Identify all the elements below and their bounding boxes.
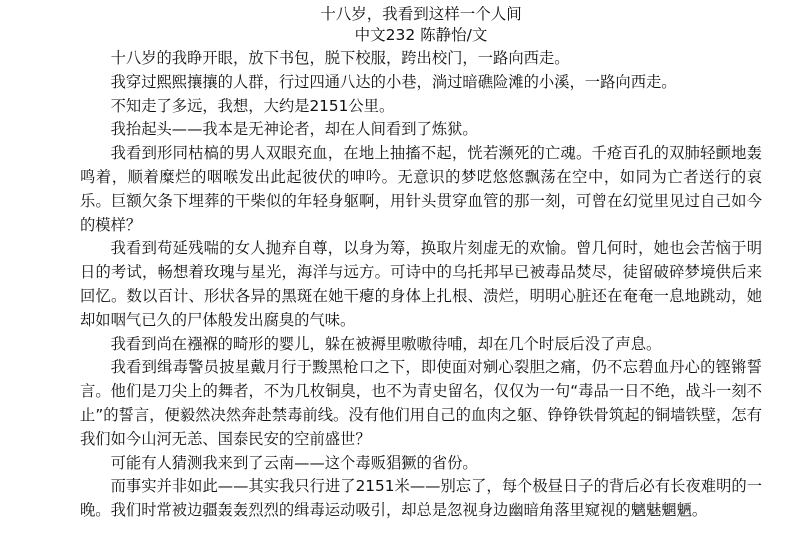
paragraph-6: 我看到苟延残喘的女人抛弃自尊，以身为筹，换取片刻虚无的欢愉。曾几何时，她也会苦恼于明日的考试，畅想着玫瑰与星光，海洋与远方。可诗中的乌托邦早已被毒品焚尽，徒留破碎梦境供后来回忆。数以百计、形状各异的黑斑在她干瘪的身体上扎根、溃烂，明明心脏还在奄奄一息地跳动，她却如咽气已久的尸体般发出腐臭的气味。: [80, 239, 762, 329]
document-title: 十八岁，我看到这样一个人间: [320, 5, 522, 23]
paragraph-8: 我看到缉毒警员披星戴月行于黢黑枪口之下，即使面对剜心裂胆之痛，仍不忘碧血丹心的铿锵誓言。他们是刀尖上的舞者，不为几枚铜臭，也不为青史留名，仅仅为一句“毒品一日不绝，战斗一刻不止”的誓言，便毅然决然奔赴禁毒前线。没有他们用自己的血肉之躯、铮铮铁骨筑起的铜墙铁壁，怎有我们如今山河无恙、国泰民安的空前盛世？: [80, 358, 762, 448]
paragraph-4: 我抬起头——我本是无神论者，却在人间看到了炼狱。: [110, 120, 478, 139]
paragraph-9: 可能有人猜测我来到了云南——这个毒贩猖獗的省份。: [110, 453, 478, 472]
paragraph-5: 我看到形同枯槁的男人双眼充血，在地上抽搐不起，恍若濒死的亡魂。千疮百孔的双肺轻颤地轰鸣着，顺着糜烂的咽喉发出此起彼伏的呻吟。无意识的梦呓悠悠飘荡在空中，如同为亡者送行的哀乐。巨额欠条下埋葬的干柴似的年轻身躯啊，用针头贯穿血管的那一刻，可曾在幻觉里见过自己如今的模样？: [80, 144, 762, 234]
paragraph-1: 十八岁的我睁开眼，放下书包，脱下校服，跨出校门，一路向西走。: [110, 49, 570, 67]
author-byline: 中文232 陈静怡/文: [354, 26, 488, 44]
paragraph-7: 我看到尚在襁褓的畸形的婴儿，躲在被褥里嗷嗷待哺，却在几个时辰后没了声息。: [110, 334, 662, 353]
paragraph-10: 而事实并非如此——其实我只行进了2151米——别忘了，每个极昼日子的背后必有长夜难明的一晚。我们时常被边疆轰轰烈烈的缉毒运动吸引，却总是忽视身边幽暗角落里窥视的魑魅魍魉。: [80, 477, 762, 520]
paragraph-2: 我穿过熙熙攘攘的人群，行过四通八达的小巷，淌过暗礁险滩的小溪，一路向西走。: [110, 72, 677, 91]
paragraph-3: 不知走了多远，我想，大约是2151公里。: [110, 96, 395, 115]
